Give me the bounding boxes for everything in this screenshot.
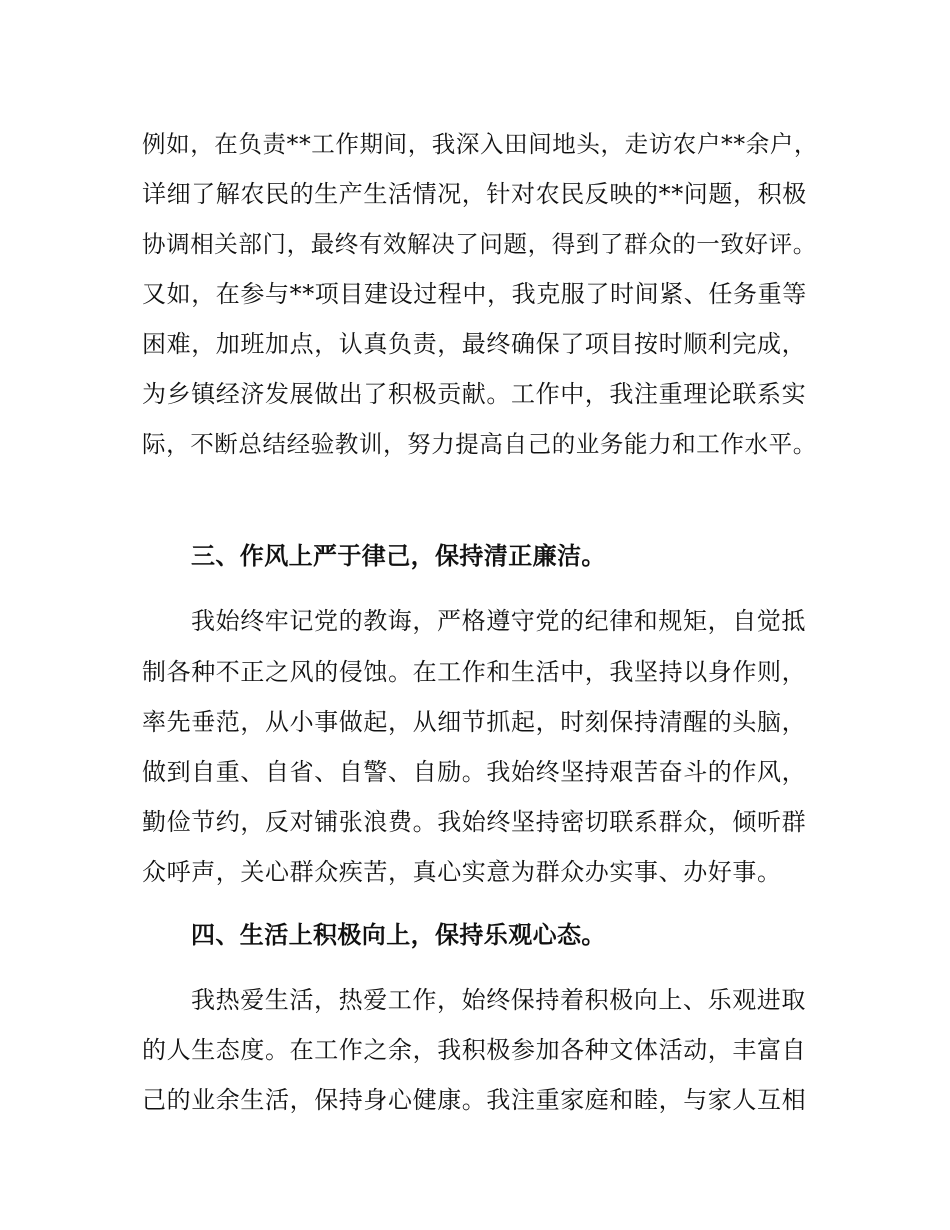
section-heading: 三、作风上严于律己，保持清正廉洁。	[191, 542, 606, 570]
paragraph-line: 勤俭节约，反对铺张浪费。我始终坚持密切联系群众，倾听群	[142, 808, 807, 836]
paragraph-line: 制各种不正之风的侵蚀。在工作和生活中，我坚持以身作则，	[142, 658, 807, 686]
paragraph-line: 详细了解农民的生产生活情况，针对农民反映的**问题，积极	[142, 180, 807, 208]
paragraph-line: 又如，在参与**项目建设过程中，我克服了时间紧、任务重等	[142, 280, 807, 308]
paragraph-line: 我热爱生活，热爱工作，始终保持着积极向上、乐观进取	[191, 986, 806, 1014]
paragraph-line: 率先垂范，从小事做起，从细节抓起，时刻保持清醒的头脑，	[142, 708, 807, 736]
paragraph-line: 众呼声，关心群众疾苦，真心实意为群众办实事、办好事。	[142, 858, 782, 886]
section-heading: 四、生活上积极向上，保持乐观心态。	[191, 921, 606, 949]
paragraph-line: 为乡镇经济发展做出了积极贡献。工作中，我注重理论联系实	[142, 380, 807, 408]
paragraph-line: 我始终牢记党的教诲，严格遵守党的纪律和规矩，自觉抵	[191, 607, 806, 635]
paragraph-line: 困难，加班加点，认真负责，最终确保了项目按时顺利完成，	[142, 330, 807, 358]
paragraph-line: 做到自重、自省、自警、自励。我始终坚持艰苦奋斗的作风，	[142, 758, 807, 786]
paragraph-line: 例如，在负责**工作期间，我深入田间地头，走访农户**余户，	[142, 130, 818, 158]
paragraph-line: 己的业余生活，保持身心健康。我注重家庭和睦，与家人互相	[142, 1086, 807, 1114]
paragraph-line: 的人生态度。在工作之余，我积极参加各种文体活动，丰富自	[142, 1036, 807, 1064]
paragraph-line: 际，不断总结经验教训，努力提高自己的业务能力和工作水平。	[142, 430, 817, 458]
paragraph-line: 协调相关部门，最终有效解决了问题，得到了群众的一致好评。	[142, 230, 817, 258]
